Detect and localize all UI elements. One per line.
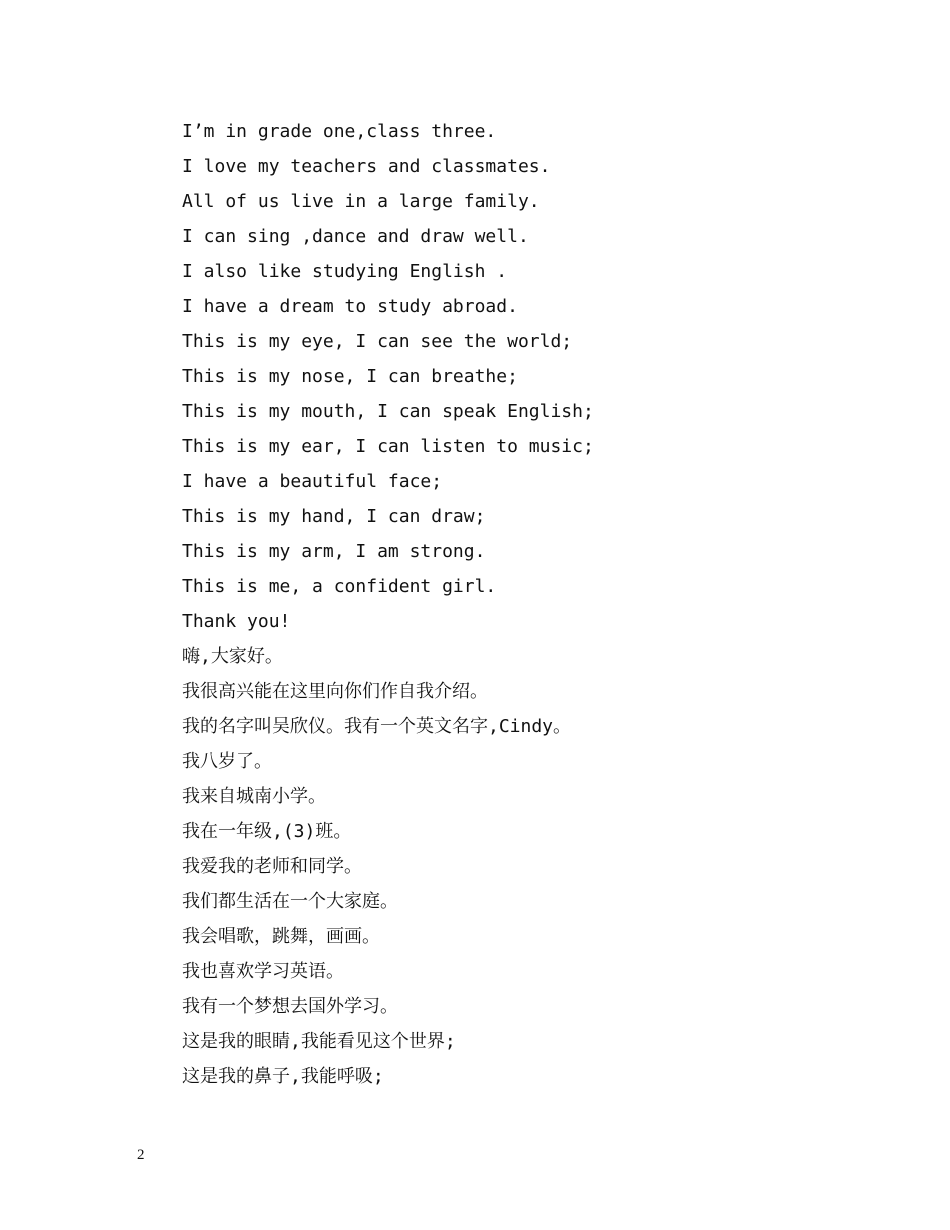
text-line: 我的名字叫吴欣仪。我有一个英文名字,Cindy。 bbox=[182, 716, 572, 737]
text-line: 我爱我的老师和同学。 bbox=[182, 856, 362, 877]
text-line: 我也喜欢学习英语。 bbox=[182, 961, 344, 982]
text-line: This is my ear, I can listen to music; bbox=[182, 436, 594, 457]
text-line: 我有一个梦想去国外学习。 bbox=[182, 996, 398, 1017]
text-line: This is my hand, I can draw; bbox=[182, 506, 486, 527]
text-line: 这是我的眼睛,我能看见这个世界; bbox=[182, 1031, 456, 1052]
text-line: This is me, a confident girl. bbox=[182, 576, 497, 597]
text-line: 我很高兴能在这里向你们作自我介绍。 bbox=[182, 681, 488, 702]
document-body bbox=[182, 114, 882, 1094]
text-line: I love my teachers and classmates. bbox=[182, 156, 551, 177]
text-line: 我会唱歌，跳舞，画画。 bbox=[182, 926, 380, 947]
text-line: Thank you! bbox=[182, 611, 291, 632]
text-line: This is my arm, I am strong. bbox=[182, 541, 486, 562]
text-line: I have a dream to study abroad. bbox=[182, 296, 518, 317]
text-line: 这是我的鼻子,我能呼吸; bbox=[182, 1066, 384, 1087]
text-line: 我八岁了。 bbox=[182, 751, 272, 772]
text-line: This is my mouth, I can speak English; bbox=[182, 401, 594, 422]
text-line: This is my eye, I can see the world; bbox=[182, 331, 573, 352]
text-line: I’m in grade one,class three. bbox=[182, 121, 497, 142]
text-line: I also like studying English . bbox=[182, 261, 508, 282]
text-line: 我来自城南小学。 bbox=[182, 786, 326, 807]
text-line: This is my nose, I can breathe; bbox=[182, 366, 518, 387]
text-line: All of us live in a large family. bbox=[182, 191, 540, 212]
text-line: I have a beautiful face; bbox=[182, 471, 443, 492]
text-line: 嗨,大家好。 bbox=[182, 646, 283, 667]
page-number: 2 bbox=[137, 1147, 145, 1163]
text-line: 我在一年级,(3)班。 bbox=[182, 821, 352, 842]
text-line: 我们都生活在一个大家庭。 bbox=[182, 891, 398, 912]
text-line: I can sing ,dance and draw well. bbox=[182, 226, 529, 247]
